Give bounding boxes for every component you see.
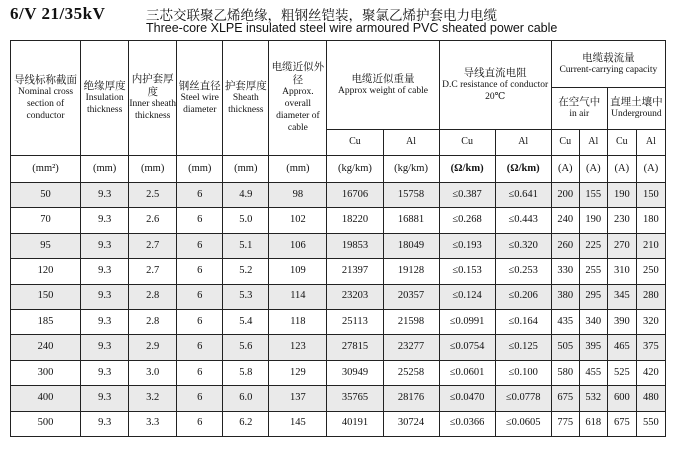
table-cell: 16881 <box>383 208 439 233</box>
col-header-weight-al: Al <box>383 130 439 156</box>
table-cell: 9.3 <box>81 386 129 411</box>
table-cell: 190 <box>607 183 636 208</box>
table-row <box>11 259 666 284</box>
table-cell: 180 <box>636 208 665 233</box>
unit-cell: (A) <box>579 156 607 183</box>
table-cell: ≤0.100 <box>495 360 551 385</box>
col-header-insulation: 绝缘厚度 Insulation thickness <box>81 41 129 156</box>
table-cell: ≤0.641 <box>495 183 551 208</box>
title-chinese: 三芯交联聚乙烯绝缘，粗钢丝铠装，聚氯乙烯护套电力电缆 <box>146 8 497 24</box>
table-cell: 30949 <box>327 360 383 385</box>
table-cell: 225 <box>579 233 607 258</box>
table-cell: 155 <box>579 183 607 208</box>
table-cell: 6 <box>177 360 223 385</box>
table-cell: 19128 <box>383 259 439 284</box>
table-row <box>11 411 666 436</box>
table-cell: 21598 <box>383 309 439 334</box>
table-cell: 120 <box>11 259 81 284</box>
unit-cell: (mm) <box>129 156 177 183</box>
voltage-rating: 6/V 21/35kV <box>10 4 106 23</box>
table-cell: 6 <box>177 183 223 208</box>
table-cell: 240 <box>551 208 579 233</box>
table-cell: 5.6 <box>223 335 269 360</box>
table-cell: 6 <box>177 309 223 334</box>
table-cell: ≤0.0601 <box>439 360 495 385</box>
table-cell: 19853 <box>327 233 383 258</box>
table-cell: 380 <box>551 284 579 309</box>
col-header-sheath: 护套厚度 Sheath thickness <box>223 41 269 156</box>
table-cell: 118 <box>269 309 327 334</box>
table-cell: 114 <box>269 284 327 309</box>
table-cell: 400 <box>11 386 81 411</box>
col-header-air-cu: Cu <box>551 130 579 156</box>
unit-cell: (A) <box>607 156 636 183</box>
table-cell: 18049 <box>383 233 439 258</box>
unit-cell: (Ω/km) <box>495 156 551 183</box>
table-cell: 5.2 <box>223 259 269 284</box>
table-cell: 550 <box>636 411 665 436</box>
unit-cell: (mm) <box>81 156 129 183</box>
unit-cell: (mm) <box>223 156 269 183</box>
col-header-steel-wire: 钢丝直径 Steel wire diameter <box>177 41 223 156</box>
col-header-ground-al: Al <box>636 130 665 156</box>
table-cell: 3.2 <box>129 386 177 411</box>
table-cell: 15758 <box>383 183 439 208</box>
table-cell: ≤0.124 <box>439 284 495 309</box>
page-header <box>10 4 670 38</box>
table-cell: 9.3 <box>81 284 129 309</box>
col-header-inner-sheath: 内护套厚度 Inner sheath thickness <box>129 41 177 156</box>
table-cell: 25113 <box>327 309 383 334</box>
table-cell: ≤0.0366 <box>439 411 495 436</box>
table-cell: 9.3 <box>81 208 129 233</box>
table-cell: 137 <box>269 386 327 411</box>
table-cell: 40191 <box>327 411 383 436</box>
table-cell: 9.3 <box>81 411 129 436</box>
table-cell: 6 <box>177 284 223 309</box>
table-cell: 505 <box>551 335 579 360</box>
unit-cell: (A) <box>636 156 665 183</box>
table-cell: ≤0.125 <box>495 335 551 360</box>
col-header-in-air: 在空气中 in air <box>551 88 607 130</box>
table-cell: 230 <box>607 208 636 233</box>
table-cell: 9.3 <box>81 360 129 385</box>
table-cell: 9.3 <box>81 233 129 258</box>
table-cell: ≤0.253 <box>495 259 551 284</box>
table-cell: 618 <box>579 411 607 436</box>
table-cell: 340 <box>579 309 607 334</box>
unit-cell: (mm²) <box>11 156 81 183</box>
table-cell: 5.8 <box>223 360 269 385</box>
table-cell: 455 <box>579 360 607 385</box>
table-cell: 435 <box>551 309 579 334</box>
table-cell: 675 <box>551 386 579 411</box>
table-cell: 150 <box>11 284 81 309</box>
table-cell: 109 <box>269 259 327 284</box>
col-header-underground: 直埋土壤中 Underground <box>607 88 665 130</box>
table-cell: 95 <box>11 233 81 258</box>
table-cell: 532 <box>579 386 607 411</box>
table-cell: 6 <box>177 335 223 360</box>
unit-cell: (kg/km) <box>383 156 439 183</box>
table-cell: 70 <box>11 208 81 233</box>
table-cell: 255 <box>579 259 607 284</box>
table-cell: 5.1 <box>223 233 269 258</box>
table-cell: 2.5 <box>129 183 177 208</box>
table-cell: 5.4 <box>223 309 269 334</box>
table-cell: 123 <box>269 335 327 360</box>
units-row <box>11 156 666 183</box>
table-cell: 395 <box>579 335 607 360</box>
table-cell: 27815 <box>327 335 383 360</box>
col-header-ground-cu: Cu <box>607 130 636 156</box>
table-cell: 106 <box>269 233 327 258</box>
table-cell: ≤0.268 <box>439 208 495 233</box>
table-cell: 600 <box>607 386 636 411</box>
table-cell: 98 <box>269 183 327 208</box>
col-header-resistance-cu: Cu <box>439 130 495 156</box>
table-cell: 2.8 <box>129 309 177 334</box>
table-cell: 2.7 <box>129 233 177 258</box>
table-cell: 5.3 <box>223 284 269 309</box>
table-cell: 330 <box>551 259 579 284</box>
table-cell: 310 <box>607 259 636 284</box>
table-cell: 9.3 <box>81 259 129 284</box>
table-cell: 9.3 <box>81 335 129 360</box>
col-header-capacity: 电缆载流量 Current-carrying capacity <box>551 41 665 88</box>
table-cell: 102 <box>269 208 327 233</box>
table-cell: 30724 <box>383 411 439 436</box>
table-cell: ≤0.320 <box>495 233 551 258</box>
table-cell: 200 <box>551 183 579 208</box>
table-cell: ≤0.443 <box>495 208 551 233</box>
table-cell: 295 <box>579 284 607 309</box>
table-cell: 150 <box>636 183 665 208</box>
table-row <box>11 208 666 233</box>
table-cell: 25258 <box>383 360 439 385</box>
table-cell: ≤0.0778 <box>495 386 551 411</box>
table-cell: ≤0.153 <box>439 259 495 284</box>
table-cell: ≤0.387 <box>439 183 495 208</box>
col-header-conductor: 导线标称截面 Nominal cross section of conductor <box>11 41 81 156</box>
table-cell: 185 <box>11 309 81 334</box>
table-cell: 18220 <box>327 208 383 233</box>
table-cell: 320 <box>636 309 665 334</box>
table-row <box>11 360 666 385</box>
table-cell: 129 <box>269 360 327 385</box>
table-cell: ≤0.0991 <box>439 309 495 334</box>
title-english: Three-core XLPE insulated steel wire armoured PVC sheated power cable <box>146 21 558 35</box>
col-header-resistance-al: Al <box>495 130 551 156</box>
table-cell: 50 <box>11 183 81 208</box>
unit-cell: (kg/km) <box>327 156 383 183</box>
unit-cell: (Ω/km) <box>439 156 495 183</box>
table-cell: 5.0 <box>223 208 269 233</box>
unit-cell: (mm) <box>269 156 327 183</box>
table-cell: 35765 <box>327 386 383 411</box>
table-cell: 23203 <box>327 284 383 309</box>
unit-cell: (A) <box>551 156 579 183</box>
table-cell: 2.7 <box>129 259 177 284</box>
table-cell: 420 <box>636 360 665 385</box>
col-header-resistance: 导线直流电阻 D.C resistance of conductor 20℃ <box>439 41 551 130</box>
table-cell: 2.8 <box>129 284 177 309</box>
table-row <box>11 284 666 309</box>
table-row <box>11 386 666 411</box>
table-cell: 375 <box>636 335 665 360</box>
col-header-weight-cu: Cu <box>327 130 383 156</box>
table-cell: ≤0.193 <box>439 233 495 258</box>
table-cell: 270 <box>607 233 636 258</box>
table-cell: 210 <box>636 233 665 258</box>
col-header-overall-diameter: 电缆近似外径 Approx. overall diameter of cable <box>269 41 327 156</box>
table-row <box>11 233 666 258</box>
table-cell: 6 <box>177 386 223 411</box>
table-cell: 6 <box>177 259 223 284</box>
table-cell: ≤0.0754 <box>439 335 495 360</box>
table-row <box>11 309 666 334</box>
table-cell: 20357 <box>383 284 439 309</box>
table-cell: 16706 <box>327 183 383 208</box>
table-cell: 190 <box>579 208 607 233</box>
table-cell: 6 <box>177 208 223 233</box>
table-body <box>11 183 666 437</box>
table-cell: 390 <box>607 309 636 334</box>
unit-cell: (mm) <box>177 156 223 183</box>
table-cell: ≤0.0605 <box>495 411 551 436</box>
table-cell: ≤0.206 <box>495 284 551 309</box>
table-row <box>11 335 666 360</box>
table-cell: 6.0 <box>223 386 269 411</box>
table-cell: 500 <box>11 411 81 436</box>
table-cell: 345 <box>607 284 636 309</box>
table-cell: 250 <box>636 259 665 284</box>
table-cell: 6 <box>177 233 223 258</box>
table-cell: 2.6 <box>129 208 177 233</box>
table-cell: 23277 <box>383 335 439 360</box>
table-cell: 240 <box>11 335 81 360</box>
table-cell: 675 <box>607 411 636 436</box>
table-cell: 9.3 <box>81 183 129 208</box>
table-cell: 9.3 <box>81 309 129 334</box>
table-cell: 260 <box>551 233 579 258</box>
table-row <box>11 183 666 208</box>
table-cell: 6 <box>177 411 223 436</box>
table-cell: ≤0.0470 <box>439 386 495 411</box>
table-cell: 580 <box>551 360 579 385</box>
table-cell: 145 <box>269 411 327 436</box>
table-cell: 28176 <box>383 386 439 411</box>
table-cell: 525 <box>607 360 636 385</box>
table-cell: 3.3 <box>129 411 177 436</box>
table-cell: 280 <box>636 284 665 309</box>
cable-spec-table <box>10 40 666 437</box>
table-cell: 480 <box>636 386 665 411</box>
col-header-air-al: Al <box>579 130 607 156</box>
table-cell: ≤0.164 <box>495 309 551 334</box>
table-cell: 775 <box>551 411 579 436</box>
table-cell: 21397 <box>327 259 383 284</box>
table-cell: 2.9 <box>129 335 177 360</box>
col-header-weight: 电缆近似重量 Approx weight of cable <box>327 41 439 130</box>
table-cell: 3.0 <box>129 360 177 385</box>
table-cell: 300 <box>11 360 81 385</box>
table-cell: 465 <box>607 335 636 360</box>
table-cell: 6.2 <box>223 411 269 436</box>
table-cell: 4.9 <box>223 183 269 208</box>
